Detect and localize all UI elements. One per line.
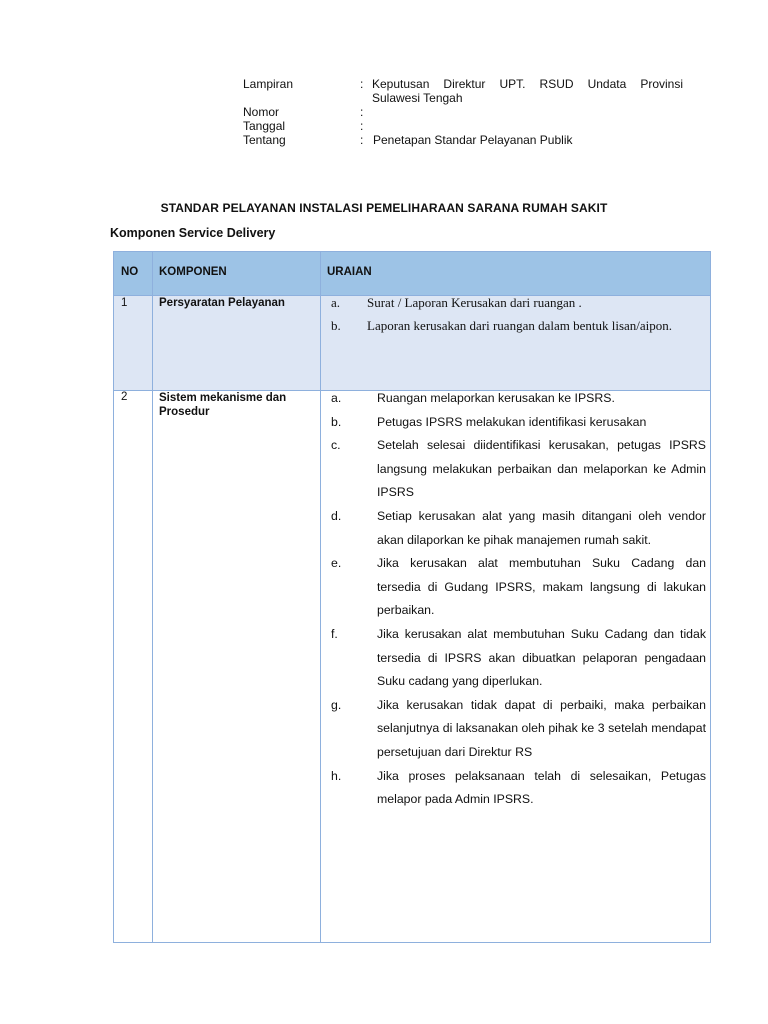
meta-row-tanggal [243, 119, 683, 133]
list-marker: b. [331, 414, 342, 429]
list-item [321, 291, 706, 314]
meta-value: Penetapan Standar Pelayanan Publik [373, 133, 573, 147]
list-item [321, 314, 706, 337]
list-text: Jika kerusakan tidak dapat di perbaiki, maka perbaikan selanjutnya di laksanakan oleh pihak ke 3 setelah mendapat persetujuan dari Direktur RS [377, 697, 706, 759]
meta-key: Tanggal [243, 119, 286, 133]
list-text: Jika kerusakan alat membutuhan Suku Cadang dan tersedia di Gudang IPSRS, makam langsung di lakukan perbaikan. [377, 556, 706, 618]
header-komponen: KOMPONEN [159, 266, 227, 278]
list-text: Jika proses pelaksanaan telah di selesaikan, Petugas melapor pada Admin IPSRS. [377, 768, 706, 807]
meta-value [372, 105, 683, 119]
list-marker: d. [331, 508, 342, 523]
list-text: Setiap kerusakan alat yang masih ditangani oleh vendor akan dilaporkan ke pihak manajemen rumah sakit. [377, 508, 706, 547]
meta-key: Nomor [243, 105, 280, 119]
row-1-no: 1 [121, 297, 128, 309]
list-marker: f. [331, 626, 338, 641]
meta-value [372, 77, 683, 105]
row-1-komponen: Persyaratan Pelayanan [159, 297, 285, 309]
row-2-uraian-list [321, 387, 706, 812]
meta-colon: : [360, 119, 364, 133]
list-marker: a. [331, 295, 341, 310]
list-text: Surat / Laporan Kerusakan dari ruangan . [367, 295, 582, 310]
meta-colon: : [360, 77, 364, 91]
list-item [321, 387, 706, 411]
list-item [321, 765, 706, 812]
meta-value-line2: Sulawesi Tengah [372, 91, 463, 105]
row-1-uraian-list [321, 291, 706, 337]
list-text: Setelah selesai diidentifikasi kerusakan, petugas IPSRS langsung melakukan perbaikan dan melaporkan ke Admin IPSRS [377, 438, 706, 500]
meta-value [372, 119, 683, 133]
list-text: Jika kerusakan alat membutuhan Suku Cadang dan tidak tersedia di IPSRS akan dibuatkan pelaporan pengadaan Suku cadang yang diperlukan. [377, 626, 706, 689]
list-item [321, 505, 706, 552]
list-marker: h. [331, 768, 342, 783]
meta-row-lampiran [243, 77, 683, 105]
row-2-komponen: Sistem mekanisme dan Prosedur [159, 392, 287, 418]
meta-key: Lampiran [243, 77, 294, 91]
list-marker: c. [331, 438, 341, 453]
list-item [321, 623, 706, 694]
list-text: Laporan kerusakan dari ruangan dalam bentuk lisan/aipon. [367, 318, 673, 333]
header-uraian: URAIAN [327, 266, 372, 278]
list-marker: b. [331, 318, 341, 333]
section-subtitle: Komponen Service Delivery [110, 226, 276, 240]
meta-row-tentang [243, 133, 683, 147]
document-title: STANDAR PELAYANAN INSTALASI PEMELIHARAAN SARANA RUMAH SAKIT [160, 201, 608, 215]
list-item [321, 552, 706, 623]
column-divider [152, 252, 153, 942]
list-item [321, 694, 706, 765]
row-2-no: 2 [121, 391, 128, 403]
meta-value-line1: Keputusan Direktur UPT. RSUD Undata Provinsi [372, 77, 683, 91]
list-marker: g. [331, 697, 342, 712]
list-marker: e. [331, 556, 342, 571]
list-text: Ruangan melaporkan kerusakan ke IPSRS. [377, 391, 615, 405]
service-delivery-table [113, 251, 711, 943]
meta-row-nomor [243, 105, 683, 119]
list-item [321, 434, 706, 505]
meta-colon: : [360, 133, 364, 147]
list-text: Petugas IPSRS melakukan identifikasi kerusakan [377, 414, 647, 429]
header-no: NO [121, 266, 139, 278]
list-item [321, 411, 706, 435]
meta-key: Tentang [243, 133, 286, 147]
meta-colon: : [360, 105, 364, 119]
list-marker: a. [331, 391, 342, 405]
header-metadata [243, 77, 683, 147]
